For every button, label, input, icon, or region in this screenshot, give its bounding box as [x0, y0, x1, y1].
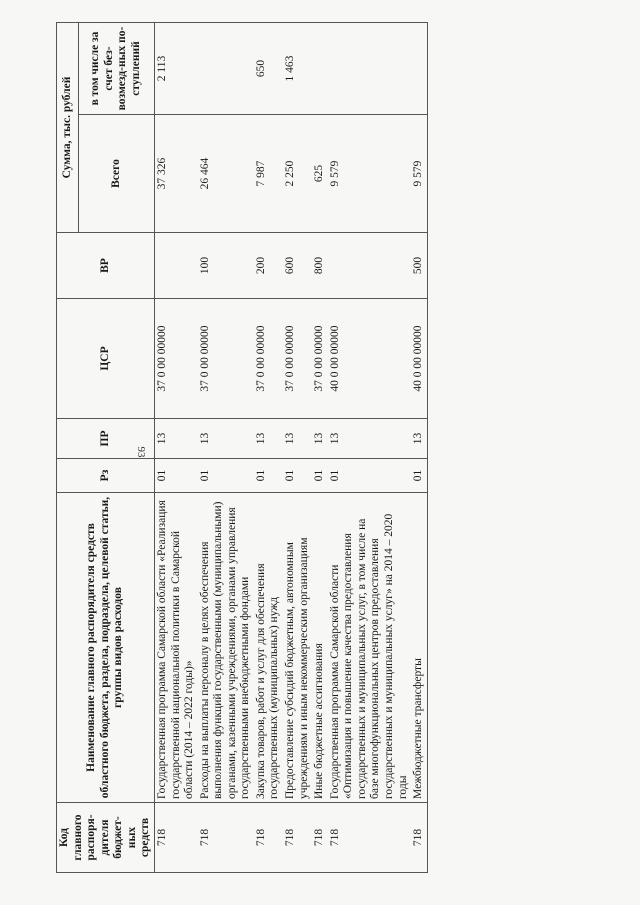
header-pr: ПР — [57, 419, 155, 459]
cell-gratuitous: 2 113 — [154, 23, 197, 115]
cell-rz: 01 — [328, 459, 411, 493]
cell-code: 718 — [198, 803, 254, 873]
cell-rz: 01 — [411, 459, 427, 493]
header-csr: ЦСР — [57, 299, 155, 419]
cell-gratuitous — [198, 23, 254, 115]
table-row — [411, 23, 427, 873]
cell-pr: 13 — [254, 419, 283, 459]
table-row — [328, 23, 411, 873]
cell-vr — [328, 233, 411, 299]
cell-code: 718 — [254, 803, 283, 873]
table-header — [57, 23, 155, 873]
cell-vr: 100 — [198, 233, 254, 299]
cell-rz: 01 — [283, 459, 312, 493]
cell-vr: 600 — [283, 233, 312, 299]
table-row — [312, 23, 328, 873]
table-row — [198, 23, 254, 873]
cell-pr: 13 — [312, 419, 328, 459]
cell-csr: 40 0 00 00000 — [328, 299, 411, 419]
cell-csr: 37 0 00 00000 — [154, 299, 197, 419]
cell-pr: 13 — [411, 419, 427, 459]
header-vr: ВР — [57, 233, 155, 299]
cell-name: Закупка товаров, работ и услуг для обеспечения государственных (муниципальных) нужд — [254, 493, 283, 803]
table-row — [283, 23, 312, 873]
document-page — [56, 23, 636, 873]
cell-total: 26 464 — [198, 115, 254, 233]
cell-name: Межбюджетные трансферты — [411, 493, 427, 803]
cell-code: 718 — [154, 803, 197, 873]
cell-rz: 01 — [198, 459, 254, 493]
cell-gratuitous: 650 — [254, 23, 283, 115]
cell-total: 7 987 — [254, 115, 283, 233]
table-row — [154, 23, 197, 873]
cell-pr: 13 — [198, 419, 254, 459]
cell-total: 9 579 — [411, 115, 427, 233]
cell-total: 2 250 — [283, 115, 312, 233]
cell-code: 718 — [312, 803, 328, 873]
cell-rz: 01 — [154, 459, 197, 493]
cell-code: 718 — [411, 803, 427, 873]
table-row — [254, 23, 283, 873]
cell-rz: 01 — [254, 459, 283, 493]
cell-name: Предоставление субсидий бюджетным, автономным учреждениям и иным некоммерческим организациям — [283, 493, 312, 803]
cell-csr: 40 0 00 00000 — [411, 299, 427, 419]
header-rz: Рз — [57, 459, 155, 493]
cell-code: 718 — [328, 803, 411, 873]
cell-csr: 37 0 00 00000 — [312, 299, 328, 419]
cell-pr: 13 — [154, 419, 197, 459]
cell-gratuitous: 1 463 — [283, 23, 312, 115]
header-code: Код главного распоря-дителя бюджет-ных средств — [57, 803, 155, 873]
page-number: 93 — [135, 446, 147, 458]
cell-gratuitous — [411, 23, 427, 115]
cell-vr: 200 — [254, 233, 283, 299]
budget-table — [56, 22, 428, 873]
cell-name: Иные бюджетные ассигнования — [312, 493, 328, 803]
cell-rz: 01 — [312, 459, 328, 493]
cell-pr: 13 — [328, 419, 411, 459]
cell-total: 625 — [312, 115, 328, 233]
header-sum-group: Сумма, тыс. рублей — [57, 23, 79, 233]
cell-csr: 37 0 00 00000 — [198, 299, 254, 419]
cell-gratuitous — [312, 23, 328, 115]
cell-vr: 500 — [411, 233, 427, 299]
table-body — [154, 23, 427, 873]
cell-code: 718 — [283, 803, 312, 873]
cell-vr: 800 — [312, 233, 328, 299]
cell-gratuitous — [328, 23, 411, 115]
cell-total: 37 326 — [154, 115, 197, 233]
header-total: Всего — [78, 115, 154, 233]
cell-csr: 37 0 00 00000 — [283, 299, 312, 419]
cell-name: Государственная программа Самарской области «Оптимизация и повышение качества предоставления государственных и муниципальных услуг, в том числе на базе многофункциональных центров предоставления государственных и муниципальных услуг» на 2014 – 2020 годы — [328, 493, 411, 803]
cell-total: 9 579 — [328, 115, 411, 233]
header-gratuitous: в том числе за счет без-возмезд-ных по-ступлений — [78, 23, 154, 115]
cell-vr — [154, 233, 197, 299]
header-name: Наименование главного распорядителя средств областного бюджета, раздела, подраздела, целевой статьи, группы видов расходов — [57, 493, 155, 803]
cell-name: Государственная программа Самарской области «Реализация государственной национальной политики в Самарской области (2014 – 2022 годы)» — [154, 493, 197, 803]
cell-csr: 37 0 00 00000 — [254, 299, 283, 419]
cell-name: Расходы на выплаты персоналу в целях обеспечения выполнения функций государственными (муниципальными) органами, казенными учреждениями, органами управления государственными внебюджетными фондами — [198, 493, 254, 803]
cell-pr: 13 — [283, 419, 312, 459]
